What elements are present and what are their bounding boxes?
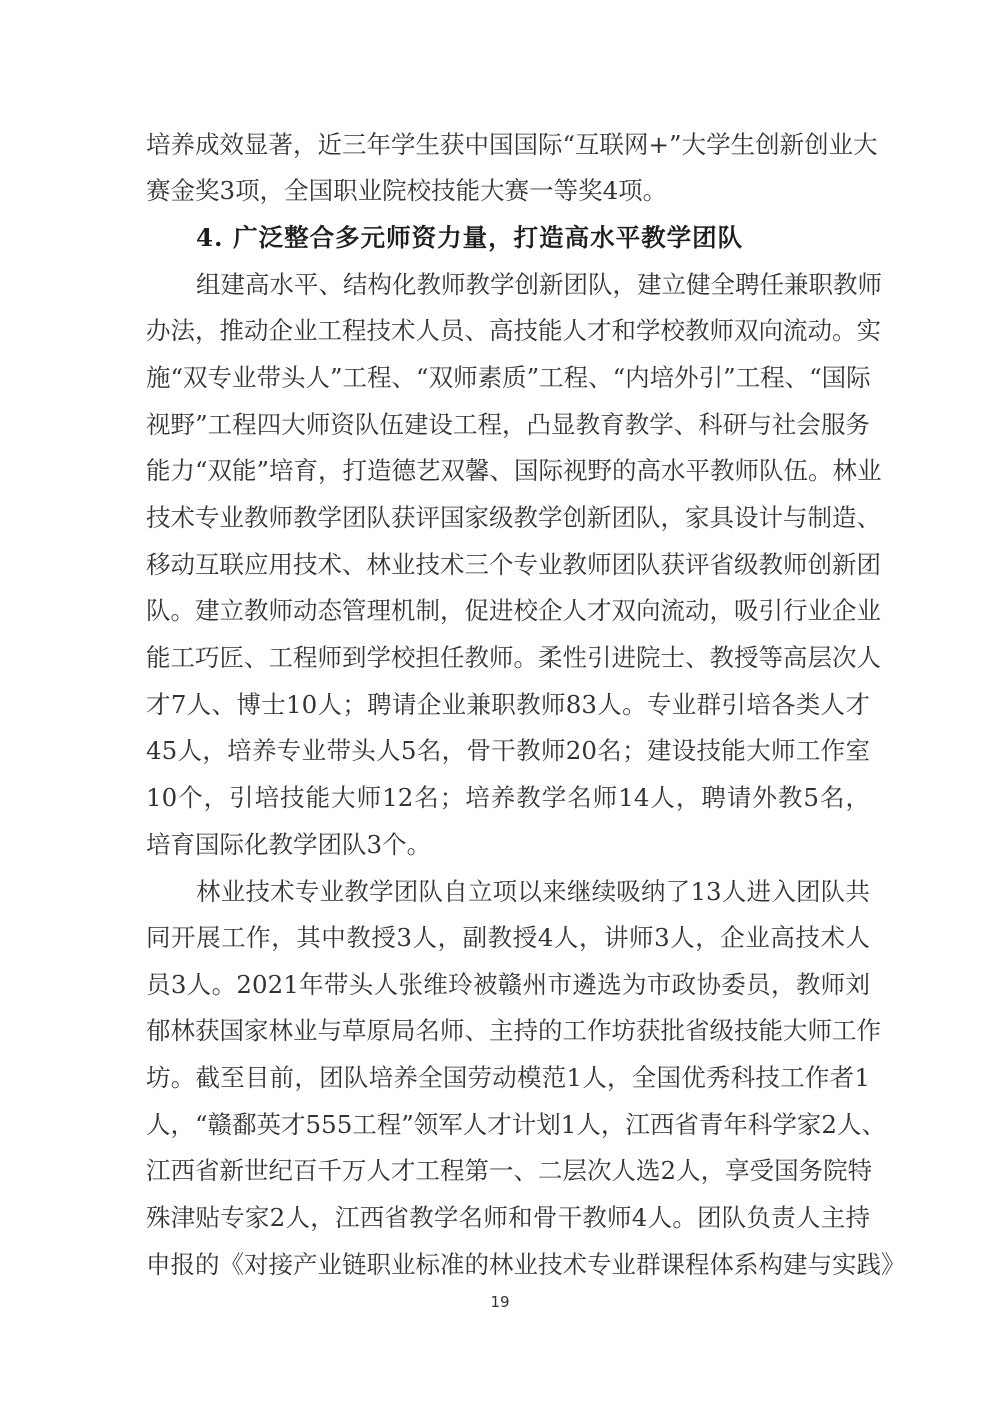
page-number: 19 (490, 1293, 510, 1311)
paragraph-line: 队。建立教师动态管理机制，促进校企人才双向流动，吸引行业企业 (146, 596, 881, 625)
paragraph-line: 坊。截至目前，团队培养全国劳动模范1人，全国优秀科技工作者1 (146, 1063, 870, 1092)
paragraph-line: 殊津贴专家2人，江西省教学名师和骨干教师4人。团队负责人主持 (146, 1203, 870, 1232)
paragraph-line: 赛金奖3项，全国职业院校技能大赛一等奖4项。 (146, 176, 668, 205)
paragraph-line: 办法，推动企业工程技术人员、高技能人才和学校教师双向流动。实 (146, 316, 881, 345)
paragraph-line: 技术专业教师教学团队获评国家级教学创新团队，家具设计与制造、 (146, 503, 881, 532)
paragraph-line: 10个，引培技能大师12名；培养教学名师14人，聘请外教5名， (146, 783, 870, 812)
paragraph-line: 45人，培养专业带头人5名，骨干教师20名；建设技能大师工作室 (146, 736, 870, 765)
paragraph-line: 施“双专业带头人”工程、“双师素质”工程、“内培外引”工程、“国际 (146, 363, 871, 392)
paragraph-line: 郁林获国家林业与草原局名师、主持的工作坊获批省级技能大师工作 (146, 1016, 881, 1045)
paragraph-line: 能工巧匠、工程师到学校担任教师。柔性引进院士、教授等高层次人 (146, 643, 881, 672)
paragraph-line: 组建高水平、结构化教师教学创新团队，建立健全聘任兼职教师 (196, 270, 882, 299)
paragraph-line: 同开展工作，其中教授3人，副教授4人，讲师3人，企业高技术人 (146, 923, 870, 952)
paragraph-line: 才7人、博士10人；聘请企业兼职教师83人。专业群引培各类人才 (146, 690, 870, 719)
paragraph-line: 培育国际化教学团队3个。 (146, 830, 432, 859)
paragraph-line: 申报的《对接产业链职业标准的林业技术专业群课程体系构建与实践》 (146, 1250, 906, 1279)
paragraph-line: 培养成效显著，近三年学生获中国国际“互联网+”大学生创新创业大 (146, 130, 878, 159)
paragraph-line: 林业技术专业教学团队自立项以来继续吸纳了13人进入团队共 (196, 877, 870, 906)
section-heading: 4. 广泛整合多元师资力量，打造高水平教学团队 (196, 223, 744, 252)
paragraph-line: 员3人。2021年带头人张维玲被赣州市遴选为市政协委员，教师刘 (146, 970, 870, 999)
paragraph-line: 视野”工程四大师资队伍建设工程，凸显教育教学、科研与社会服务 (146, 410, 870, 439)
paragraph-line: 能力“双能”培育，打造德艺双馨、国际视野的高水平教师队伍。林业 (146, 456, 882, 485)
paragraph-line: 移动互联应用技术、林业技术三个专业教师团队获评省级教师创新团 (146, 550, 881, 579)
paragraph-line: 江西省新世纪百千万人才工程第一、二层次人选2人，享受国务院特 (146, 1156, 873, 1185)
paragraph-line: 人，“赣鄱英才555工程”领军人才计划1人，江西省青年科学家2人、 (146, 1110, 886, 1139)
